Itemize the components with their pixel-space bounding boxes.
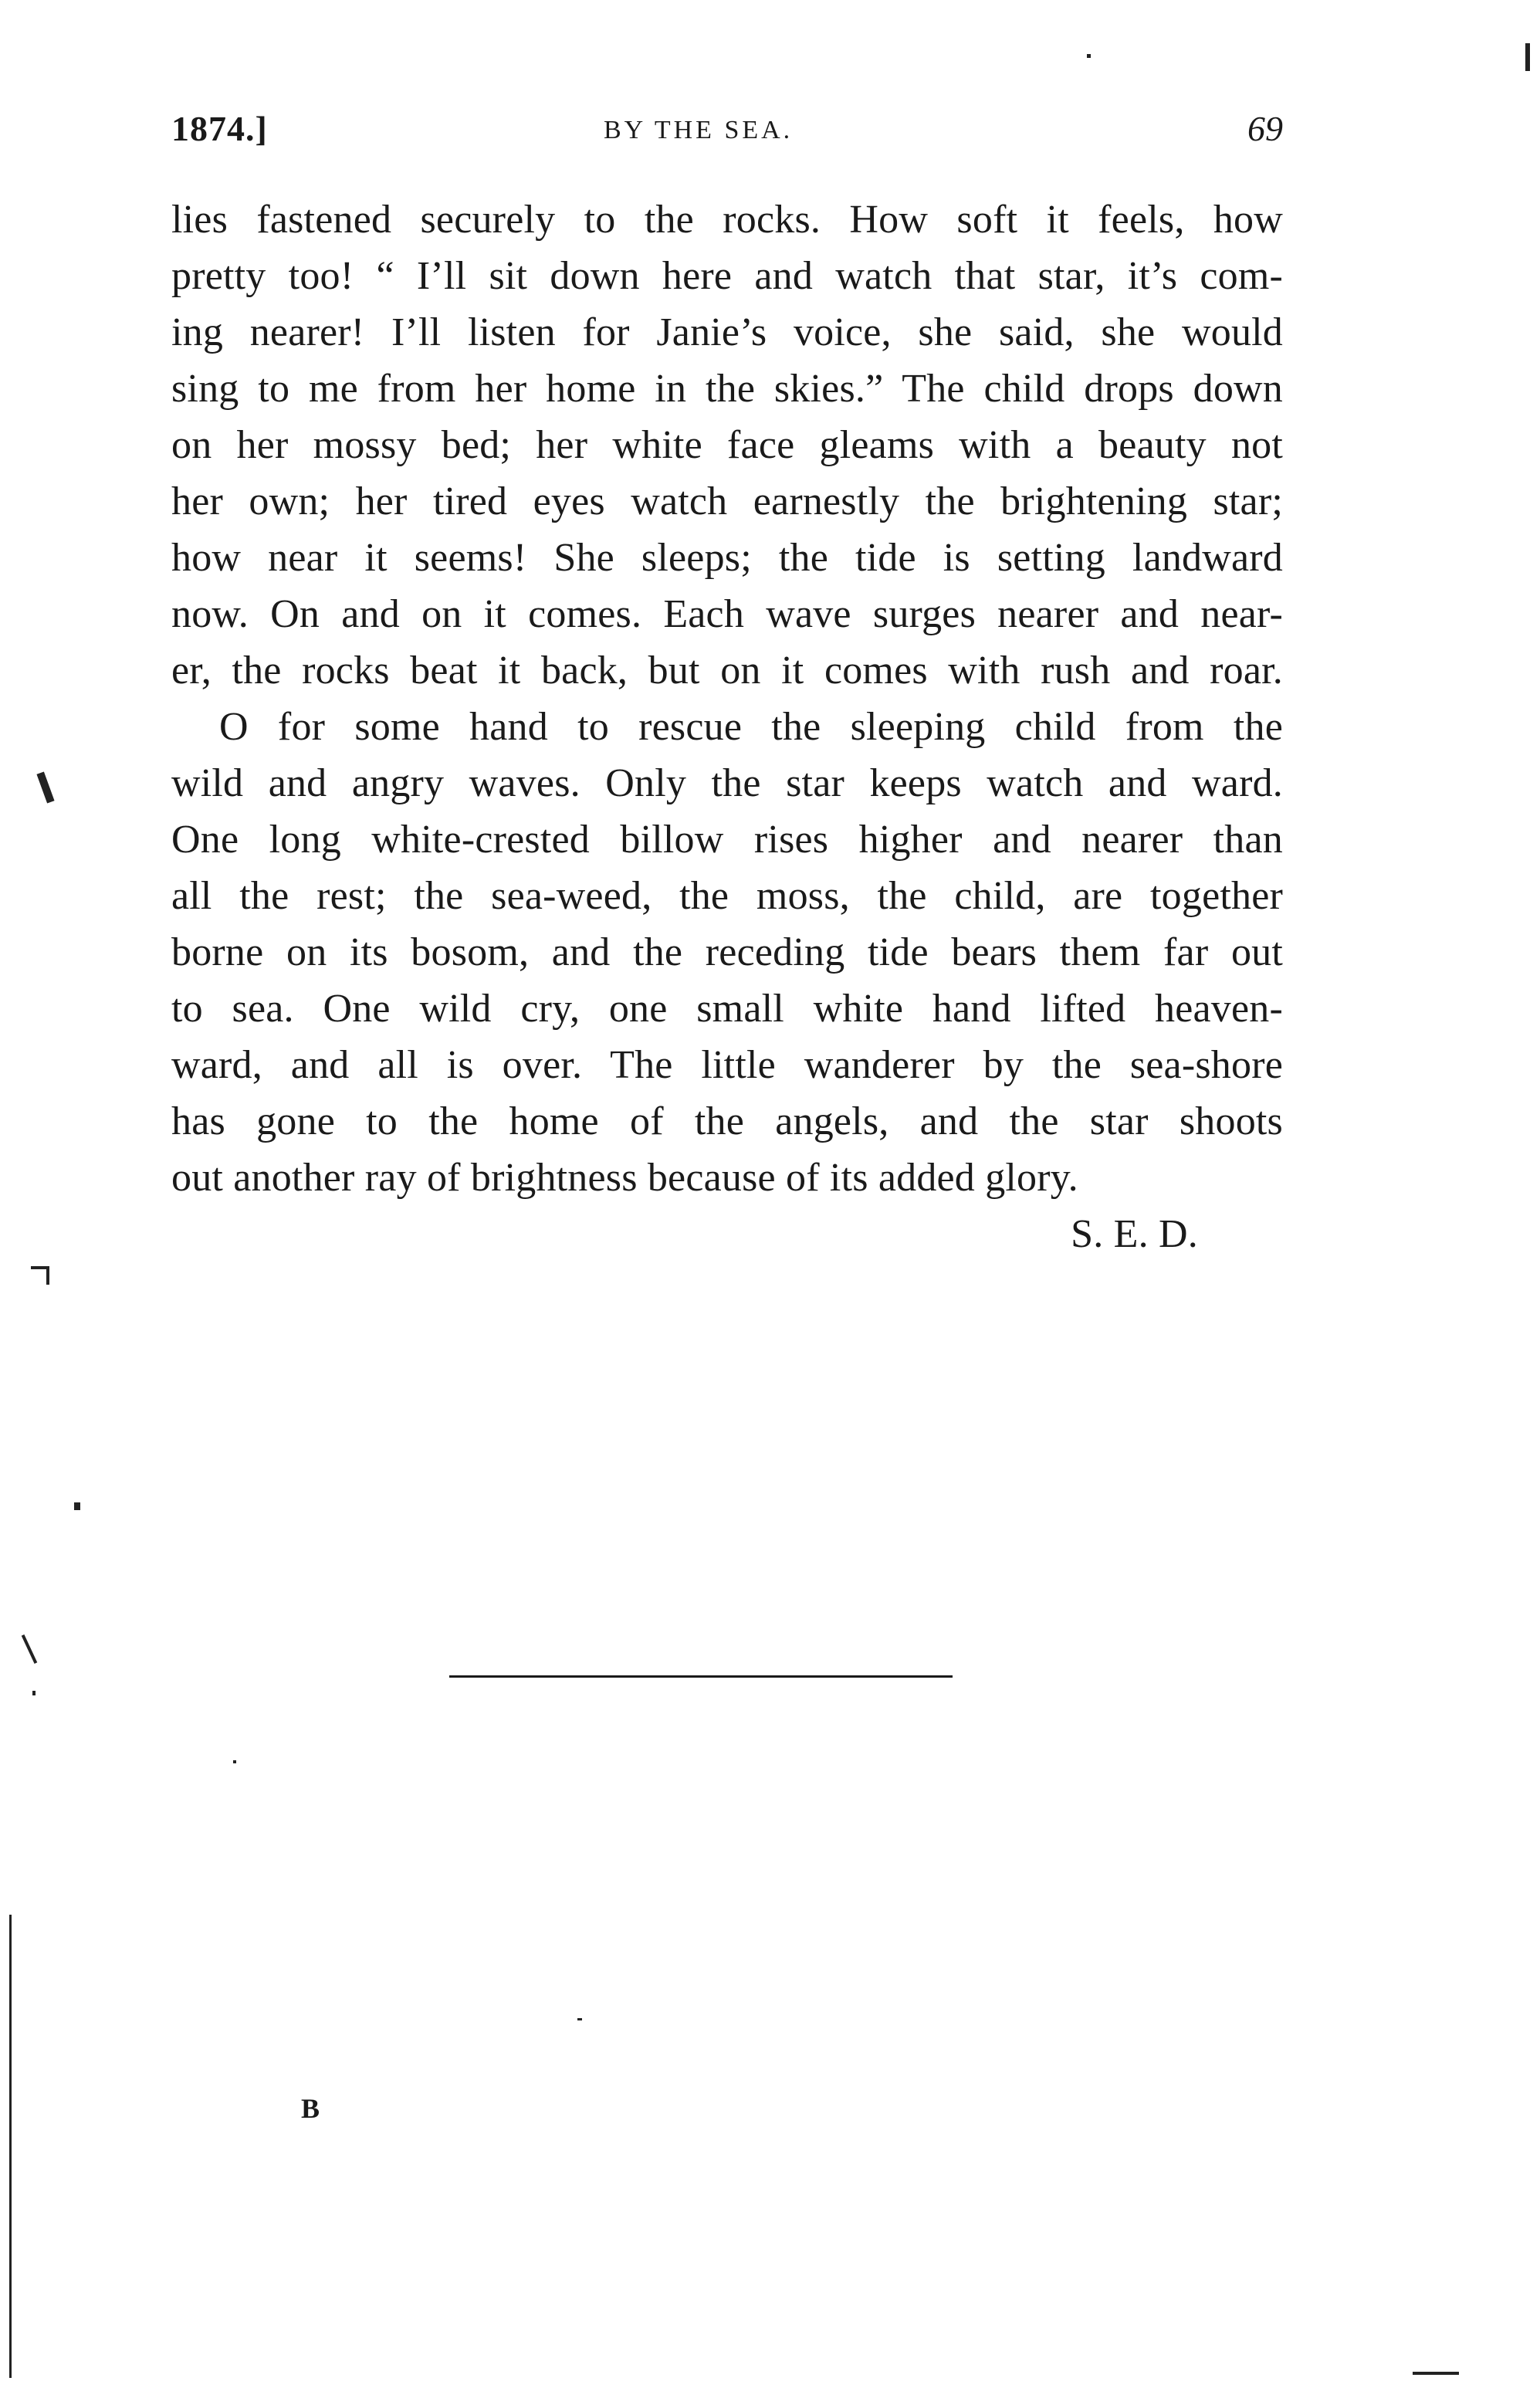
text-line: her own; her tired eyes watch earnestly the brightening star;: [171, 479, 1283, 523]
scan-speck: [577, 2018, 582, 2020]
text-line: pretty too! “ I’ll sit down here and watch that star, it’s com-: [171, 254, 1283, 298]
header-year: 1874.]: [171, 109, 268, 148]
scan-edge-line: [9, 1915, 12, 2378]
text-line: lies fastened securely to the rocks. How soft it feels, how: [171, 198, 1283, 242]
text-line: ing nearer! I’ll listen for Janie’s voice, she said, she would: [171, 310, 1283, 354]
body-text: [171, 191, 1283, 1262]
text-line: ward, and all is over. The little wanderer by the sea-shore: [171, 1043, 1283, 1087]
text-line: er, the rocks beat it back, but on it comes with rush and roar.: [171, 649, 1283, 693]
text-line: now. On and on it comes. Each wave surges nearer and near-: [171, 592, 1283, 636]
author-signature: S. E. D.: [1071, 1212, 1198, 1256]
page-number: 69: [1247, 109, 1283, 148]
scan-speck: [36, 771, 54, 803]
header-title: BY THE SEA.: [604, 116, 794, 144]
scan-speck: [46, 1266, 49, 1285]
text-line: O for some hand to rescue the sleeping child from the: [219, 705, 1283, 749]
text-line: has gone to the home of the angels, and the star shoots: [171, 1099, 1283, 1143]
scan-speck: [32, 1691, 36, 1695]
paragraph-1: [171, 191, 1283, 699]
scan-speck: [74, 1502, 80, 1510]
paragraph-2: [171, 699, 1283, 1206]
scan-speck: [1525, 43, 1530, 71]
scan-speck: [233, 1760, 236, 1763]
text-line: on her mossy bed; her white face gleams with a beauty not: [171, 423, 1283, 467]
text-line: out another ray of brightness because of its added glory.: [171, 1156, 1078, 1200]
text-line: wild and angry waves. Only the star keeps watch and ward.: [171, 761, 1283, 805]
text-line: to sea. One wild cry, one small white hand lifted heaven-: [171, 987, 1283, 1031]
text-line: sing to me from her home in the skies.” The child drops down: [171, 367, 1283, 411]
text-line: how near it seems! She sleeps; the tide is setting landward: [171, 536, 1283, 580]
running-header: [171, 108, 1283, 162]
section-divider: [449, 1675, 953, 1678]
text-line: One long white-crested billow rises higher and nearer than: [171, 818, 1283, 862]
text-line: borne on its bosom, and the receding tide bears them far out: [171, 930, 1283, 974]
scan-speck: [1087, 54, 1091, 58]
text-line: all the rest; the sea-weed, the moss, the child, are together: [171, 874, 1283, 918]
printer-signature-mark: B: [301, 2093, 320, 2124]
scan-speck: [1413, 2372, 1459, 2375]
scan-speck: [22, 1634, 38, 1664]
